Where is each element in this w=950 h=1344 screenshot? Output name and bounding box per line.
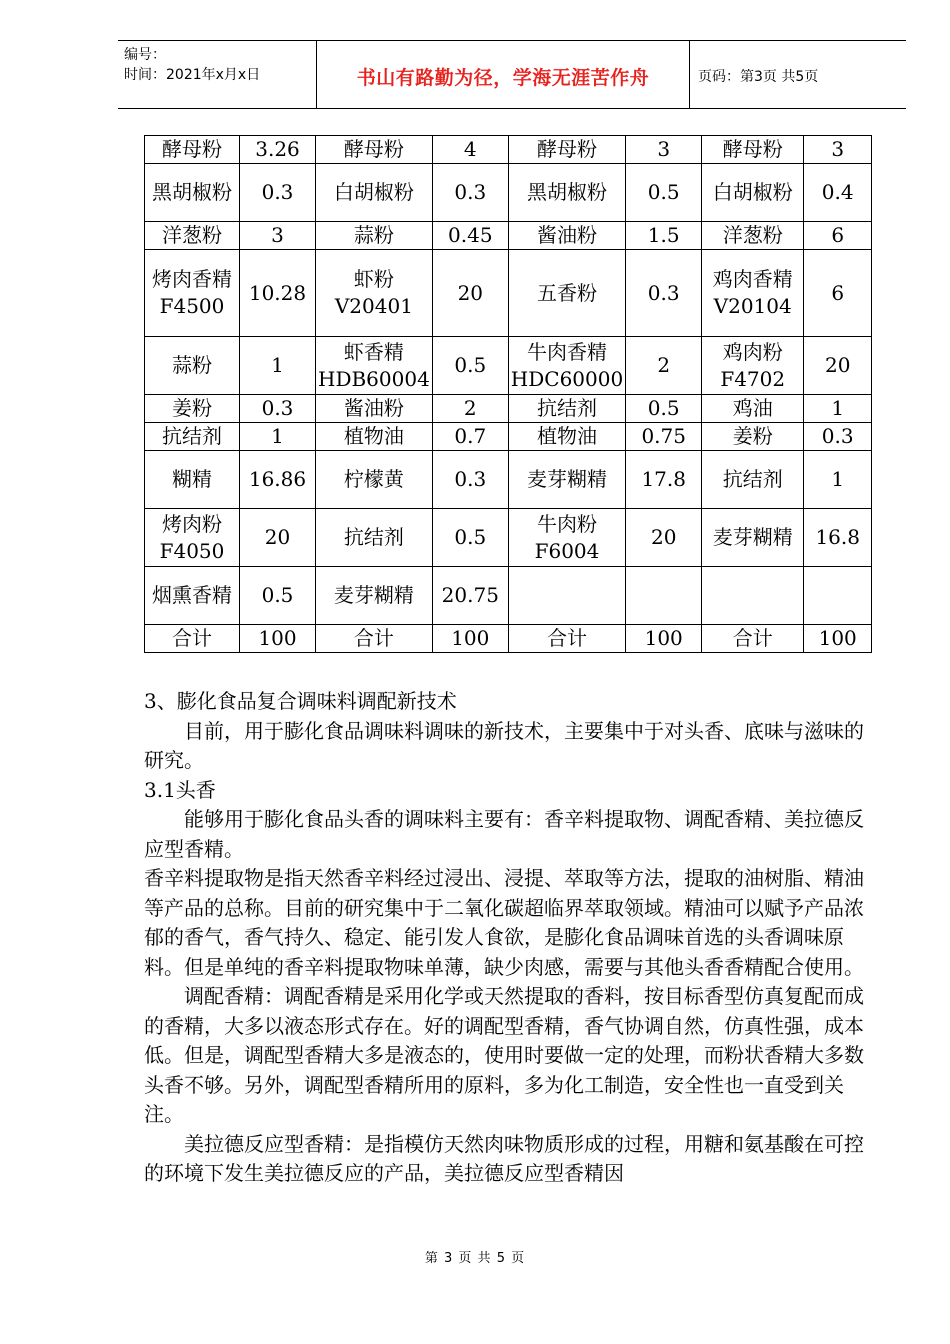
- amount-cell: 1: [240, 423, 316, 451]
- ingredient-cell: 鸡肉香精V20104: [702, 250, 804, 337]
- ingredient-cell: 黑胡椒粉: [145, 164, 240, 222]
- ingredient-cell: 洋葱粉: [702, 222, 804, 250]
- amount-cell: 0.45: [432, 222, 508, 250]
- amount-cell: 1: [804, 395, 872, 423]
- header-motto: 书山有路勤为径，学海无涯苦作舟: [356, 67, 650, 89]
- amount-cell: 100: [804, 625, 872, 653]
- ingredient-cell: 牛肉香精HDC60000: [508, 337, 625, 395]
- table-row: [145, 250, 872, 337]
- amount-cell: 0.7: [432, 423, 508, 451]
- ingredient-cell: 合计: [508, 625, 625, 653]
- amount-cell: 10.28: [240, 250, 316, 337]
- ingredient-cell: 酱油粉: [508, 222, 625, 250]
- ingredient-cell: 洋葱粉: [145, 222, 240, 250]
- amount-cell: 0.3: [626, 250, 702, 337]
- amount-cell: 0.3: [804, 423, 872, 451]
- amount-cell: 100: [432, 625, 508, 653]
- header-page-info: 页码：第3页 共5页: [698, 69, 819, 85]
- ingredient-cell: 酵母粉: [508, 136, 625, 164]
- ingredient-cell: 烤肉粉F4050: [145, 509, 240, 567]
- amount-cell: 3: [626, 136, 702, 164]
- amount-cell: 0.3: [240, 395, 316, 423]
- ingredient-cell: 烟熏香精: [145, 567, 240, 625]
- page-header: [118, 40, 906, 109]
- table-row: [145, 136, 872, 164]
- table-row: [145, 625, 872, 653]
- ingredient-cell: 抗结剂: [508, 395, 625, 423]
- amount-cell: 100: [240, 625, 316, 653]
- table-row: [145, 451, 872, 509]
- ingredient-cell: 鸡油: [702, 395, 804, 423]
- amount-cell: 100: [626, 625, 702, 653]
- amount-cell: 0.75: [626, 423, 702, 451]
- ingredient-cell: 蒜粉: [145, 337, 240, 395]
- ingredient-cell: 白胡椒粉: [702, 164, 804, 222]
- ingredient-cell: 酵母粉: [702, 136, 804, 164]
- amount-cell: 1.5: [626, 222, 702, 250]
- paragraph: 调配香精：调配香精是采用化学或天然提取的香料，按目标香型仿真复配而成的香精，大多以液态形式存在。好的调配型香精，香气协调自然，仿真性强，成本低。但是，调配型香精大多是液态的，使用时要做一定的处理，而粉状香精大多数头香不够。另外，调配型香精所用的原料，多为化工制造，安全性也一直受到关注。: [144, 984, 864, 1126]
- ingredient-cell: 合计: [316, 625, 433, 653]
- amount-cell: 0.5: [626, 395, 702, 423]
- ingredient-cell: 酱油粉: [316, 395, 433, 423]
- ingredient-cell: 柠檬黄: [316, 451, 433, 509]
- amount-cell: [626, 567, 702, 625]
- amount-cell: 3: [804, 136, 872, 164]
- ingredient-cell: 合计: [145, 625, 240, 653]
- ingredient-cell: 烤肉香精F4500: [145, 250, 240, 337]
- amount-cell: 17.8: [626, 451, 702, 509]
- ingredient-cell: 五香粉: [508, 250, 625, 337]
- section-heading: 3、膨化食品复合调味料调配新技术: [144, 689, 457, 713]
- ingredient-cell: 抗结剂: [702, 451, 804, 509]
- ingredient-cell: 虾粉V20401: [316, 250, 433, 337]
- table-row: [145, 567, 872, 625]
- ingredient-cell: 鸡肉粉F4702: [702, 337, 804, 395]
- ingredient-cell: 麦芽糊精: [316, 567, 433, 625]
- amount-cell: 1: [804, 451, 872, 509]
- paragraph: 美拉德反应型香精：是指模仿天然肉味物质形成的过程，用糖和氨基酸在可控的环境下发生美拉德反应的产品，美拉德反应型香精因: [144, 1131, 864, 1185]
- ingredient-cell: 糊精: [145, 451, 240, 509]
- amount-cell: 2: [626, 337, 702, 395]
- amount-cell: 3.26: [240, 136, 316, 164]
- table-row: [145, 222, 872, 250]
- amount-cell: 4: [432, 136, 508, 164]
- ingredient-cell: 麦芽糊精: [702, 509, 804, 567]
- ingredient-cell: 蒜粉: [316, 222, 433, 250]
- amount-cell: 0.3: [240, 164, 316, 222]
- amount-cell: 20: [804, 337, 872, 395]
- ingredient-cell: 姜粉: [145, 395, 240, 423]
- header-meta: [124, 45, 260, 85]
- amount-cell: 20.75: [432, 567, 508, 625]
- table-row: [145, 164, 872, 222]
- ingredient-cell: 白胡椒粉: [316, 164, 433, 222]
- header-divider: [689, 41, 690, 108]
- ingredient-cell: 姜粉: [702, 423, 804, 451]
- ingredient-cell: 酵母粉: [145, 136, 240, 164]
- amount-cell: 3: [240, 222, 316, 250]
- subsection-heading: 3.1头香: [144, 777, 216, 802]
- amount-cell: 6: [804, 250, 872, 337]
- amount-cell: 0.3: [432, 451, 508, 509]
- amount-cell: 0.5: [240, 567, 316, 625]
- ingredient-cell: 植物油: [316, 423, 433, 451]
- table-row: [145, 509, 872, 567]
- ingredient-cell: 虾香精HDB60004: [316, 337, 433, 395]
- amount-cell: 16.86: [240, 451, 316, 509]
- amount-cell: 1: [240, 337, 316, 395]
- seasoning-formula-table: [144, 135, 872, 653]
- ingredient-cell: 抗结剂: [316, 509, 433, 567]
- amount-cell: 0.5: [432, 337, 508, 395]
- ingredient-cell: 牛肉粉F6004: [508, 509, 625, 567]
- amount-cell: 0.5: [626, 164, 702, 222]
- amount-cell: 2: [432, 395, 508, 423]
- amount-cell: 20: [240, 509, 316, 567]
- ingredient-cell: 麦芽糊精: [508, 451, 625, 509]
- page-footer: 第 3 页 共 5 页: [424, 1251, 526, 1266]
- amount-cell: 0.3: [432, 164, 508, 222]
- amount-cell: 20: [626, 509, 702, 567]
- ingredient-cell: 酵母粉: [316, 136, 433, 164]
- document-number-label: 编号：: [124, 47, 166, 63]
- ingredient-cell: [508, 567, 625, 625]
- ingredient-cell: 植物油: [508, 423, 625, 451]
- table-row: [145, 395, 872, 423]
- amount-cell: [804, 567, 872, 625]
- paragraph: 香辛料提取物是指天然香辛料经过浸出、浸提、萃取等方法，提取的油树脂、精油等产品的总称。目前的研究集中于二氧化碳超临界萃取领域。精油可以赋予产品浓郁的香气，香气持久、稳定、能引发人食欲，是膨化食品调味首选的头香调味原料。但是单纯的香辛料提取物味单薄，缺少肉感，需要与其他头香香精配合使用。: [144, 866, 864, 979]
- ingredient-cell: 黑胡椒粉: [508, 164, 625, 222]
- ingredient-cell: 合计: [702, 625, 804, 653]
- ingredient-cell: [702, 567, 804, 625]
- paragraph: 能够用于膨化食品头香的调味料主要有：香辛料提取物、调配香精、美拉德反应型香精。: [144, 807, 864, 861]
- amount-cell: 6: [804, 222, 872, 250]
- amount-cell: 0.4: [804, 164, 872, 222]
- table-row: [145, 423, 872, 451]
- table-row: [145, 337, 872, 395]
- ingredient-cell: 抗结剂: [145, 423, 240, 451]
- article-body: [144, 687, 866, 1189]
- amount-cell: 16.8: [804, 509, 872, 567]
- document-time-label: 时间：2021年x月x日: [124, 67, 261, 83]
- amount-cell: 20: [432, 250, 508, 337]
- paragraph: 目前，用于膨化食品调味料调味的新技术，主要集中于对头香、底味与滋味的研究。: [144, 718, 864, 772]
- amount-cell: 0.5: [432, 509, 508, 567]
